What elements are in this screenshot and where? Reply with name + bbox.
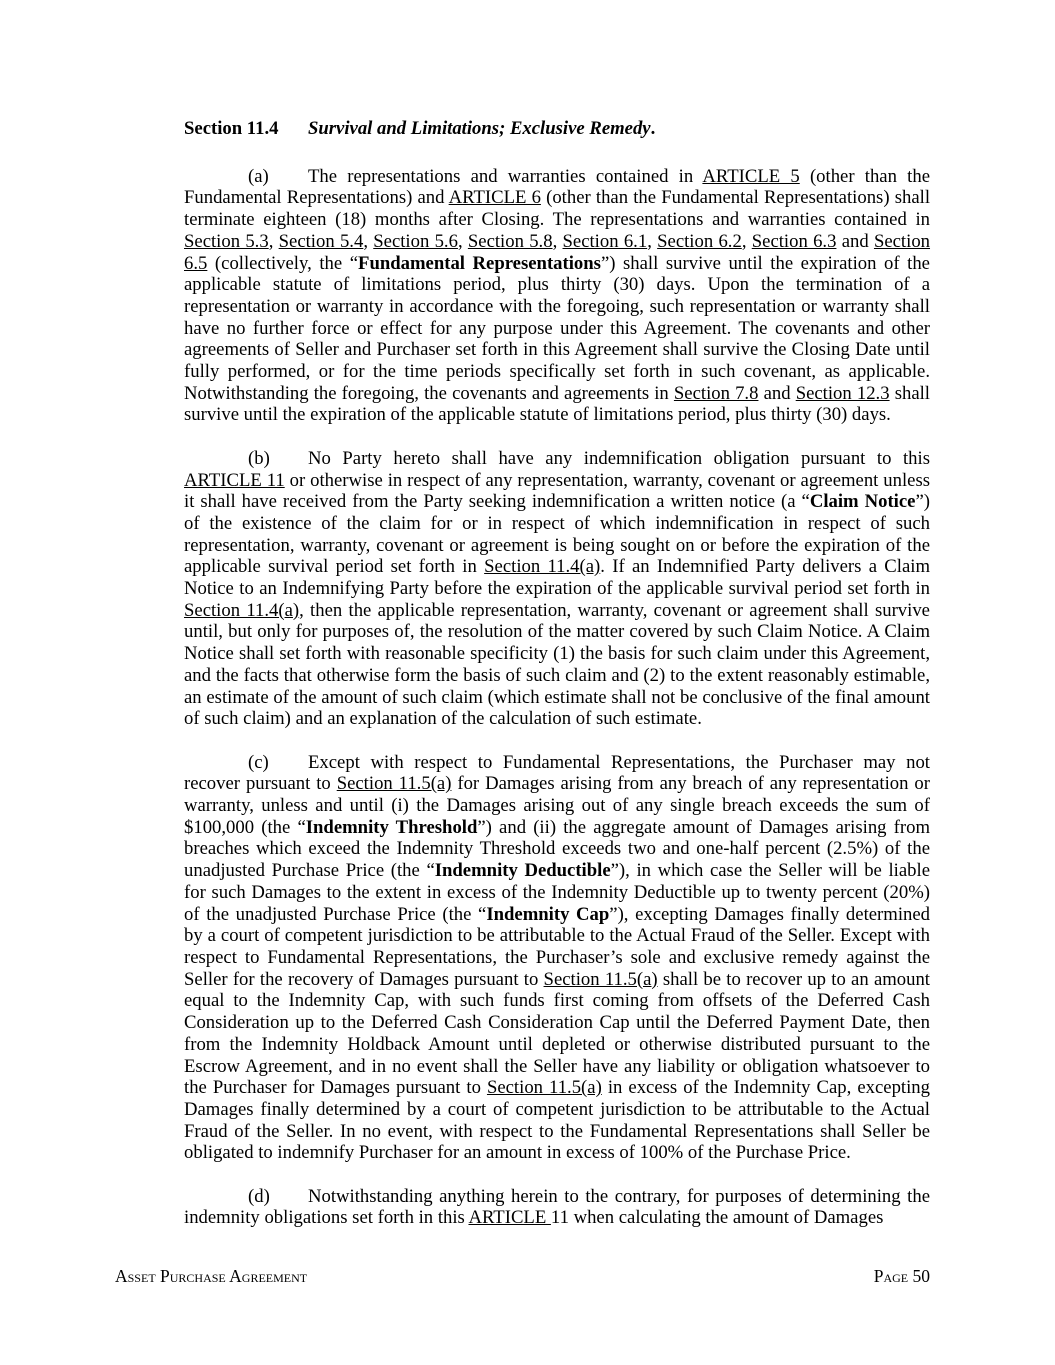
defined-term: Indemnity Cap <box>486 903 610 925</box>
text-run: The representations and warranties contained in <box>308 165 703 187</box>
text-run: , <box>363 230 374 252</box>
text-run: ”), excepting Damages finally determined by a court of competent jurisdiction to be attributable to the Actual Fraud of the Seller. Except with respect to Fundamental Representations, the Purchaser’s sole and exclusive remedy against the Seller for the recovery of Damages pursuant to <box>184 903 930 990</box>
text-run: (collectively, the “ <box>207 252 359 274</box>
text-run: in excess of the Indemnity Cap, excepting Damages finally determined by a court of competent jurisdiction to be attributable to the Actual Fraud of the Seller. In no event, with respect to the Fundamental Representations shall Seller be obligated to indemnify Purchaser for an amount in excess of 100% of the Purchase Price. <box>184 1077 930 1164</box>
section-reference: Section 7.8 <box>673 382 759 404</box>
text-run: . If an Indemnified Party delivers a Claim Notice to an Indemnifying Party before the expiration of the applicable survival period set forth in <box>184 556 930 600</box>
section-reference: Section 6.5 <box>184 230 931 274</box>
text-run: Notwithstanding anything herein to the contrary, for purposes of determining the indemnity obligations set forth in this <box>184 1185 930 1229</box>
section-reference: Section 6.1 <box>562 230 648 252</box>
paragraphs <box>184 166 930 1229</box>
section-reference: Section 11.5(a) <box>336 773 452 795</box>
section-reference: Section 11.5(a) <box>486 1077 602 1099</box>
paragraph-d <box>184 1186 930 1229</box>
paragraph-b <box>184 448 930 730</box>
section-reference: Section 11.4(a) <box>484 556 601 578</box>
text-run: ”) of the existence of the claim for or in respect of which indemnification in respect of such representation, warranty, covenant or agreement is being sought on or before the expiration of the applicable survival period set forth in <box>184 491 930 578</box>
footer-page-number: Page 50 <box>873 1266 930 1286</box>
defined-term: Claim Notice <box>809 491 916 513</box>
text-run: shall survive until the expiration of the applicable statute of limitations period, plus thirty (30) days. <box>184 382 930 426</box>
section-reference: Section 6.3 <box>751 230 837 252</box>
section-title-period: . <box>650 118 656 139</box>
section-reference: Section 5.8 <box>467 230 553 252</box>
section-reference: Section 12.3 <box>795 382 890 404</box>
text-run: , <box>457 230 468 252</box>
section-reference: Section 5.4 <box>278 230 364 252</box>
text-run: , <box>741 230 752 252</box>
text-run: for Damages arising from any breach of any representation or warranty, unless and until (i) the Damages arising out of any single breach exceeds the sum of $100,000 (the “ <box>184 773 930 838</box>
text-run: Except with respect to Fundamental Representations, the Purchaser may not recover pursuant to <box>184 751 930 795</box>
paragraph-marker: (d) <box>248 1185 270 1207</box>
footer-document-title: Asset Purchase Agreement <box>115 1266 308 1286</box>
section-title: Survival and Limitations; Exclusive Remedy <box>308 118 651 139</box>
paragraph-a <box>184 166 930 426</box>
section-reference: Section 5.3 <box>184 230 269 252</box>
text-run: ”), in which case the Seller will be liable for such Damages to the extent in excess of the Indemnity Deductible up to twenty percent (20%) of the unadjusted Purchase Price (the “ <box>184 860 930 925</box>
section-reference: ARTICLE <box>468 1207 551 1229</box>
text-run: 11 when calculating the amount of Damages <box>550 1207 884 1229</box>
text-run: ”) shall survive until the expiration of the applicable statute of limitations period, plus thirty (30) days. Upon the termination of a representation or warranty in accordance with the foregoing, such representation or warranty shall have no further force or effect for any purpose under this Agreement. The covenants and other agreements of Seller and Purchaser set forth in this Agreement shall survive the Closing Date until fully performed, or for the time periods specifically set forth in such covenant, as applicable. Notwithstanding the foregoing, the covenants and agreements in <box>184 252 930 404</box>
defined-term: Indemnity Threshold <box>305 816 478 838</box>
section-reference: Section 11.5(a) <box>543 968 658 990</box>
text-run: shall be to recover up to an amount equal to the Indemnity Cap, with such funds first coming from offsets of the Deferred Cash Consideration up to the Deferred Cash Consideration Cap until the Deferred Payment Date, then from the Indemnity Holdback Amount until depleted or otherwise distributed pursuant to the Escrow Agreement, and in no event shall the Seller have any liability or obligation whatsoever to the Purchaser for Damages pursuant to <box>184 968 930 1099</box>
paragraph-c <box>184 752 930 1164</box>
text-run: No Party hereto shall have any indemnification obligation pursuant to this <box>308 447 930 469</box>
section-number: Section 11.4 <box>184 118 279 139</box>
document-body <box>184 118 930 1229</box>
text-run: , <box>552 230 563 252</box>
section-reference: Section 5.6 <box>373 230 458 252</box>
section-reference: ARTICLE 5 <box>702 165 800 187</box>
text-run: , <box>268 230 279 252</box>
text-run: and <box>758 382 796 404</box>
text-run: and <box>836 230 874 252</box>
paragraph-marker: (b) <box>248 447 270 469</box>
defined-term: Fundamental Representations <box>358 252 601 274</box>
paragraph-marker: (a) <box>248 165 269 187</box>
page-footer <box>115 1266 930 1287</box>
section-heading <box>184 118 930 140</box>
text-run: , then the applicable representation, warranty, covenant or agreement shall survive until, but only for purposes of, the resolution of the matter covered by such Claim Notice. A Claim Notice shall set forth with reasonable specificity (1) the basis for such claim under this Agreement, and the facts that otherwise form the basis of such claim and (2) to the extent reasonably estimable, an estimate of the amount of such claim (which estimate shall not be conclusive of the final amount of such claim) and an explanation of the calculation of such estimate. <box>184 599 930 730</box>
paragraph-marker: (c) <box>248 751 269 773</box>
text-run: (other than the Fundamental Representations) shall terminate eighteen (18) months after Closing. The representations and warranties contained in <box>184 187 931 231</box>
section-reference: Section 6.2 <box>657 230 742 252</box>
text-run: ”) and (ii) the aggregate amount of Damages arising from breaches which exceed the Indemnity Threshold exceeds two and one-half percent (2.5%) of the unadjusted Purchase Price (the “ <box>184 816 930 882</box>
defined-term: Indemnity Deductible <box>434 860 611 882</box>
text-run: , <box>647 230 658 252</box>
section-reference: Section 11.4(a) <box>184 599 300 621</box>
text-run: or otherwise in respect of any representation, warranty, covenant or agreement unless it shall have received from the Party seeking indemnification a written notice (a “ <box>184 469 931 513</box>
section-reference: ARTICLE 6 <box>448 187 541 209</box>
section-reference: ARTICLE 11 <box>184 469 285 491</box>
text-run: (other than the Fundamental Representations) and <box>184 165 930 209</box>
